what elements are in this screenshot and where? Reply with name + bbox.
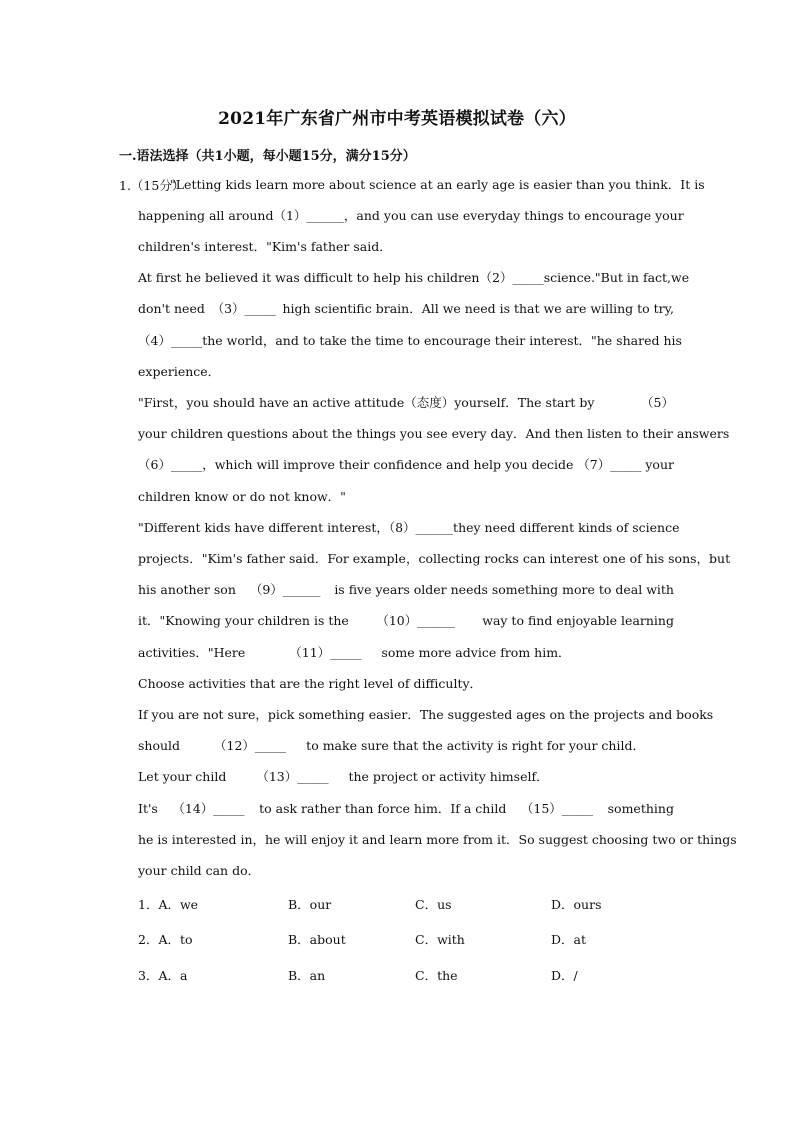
passage-line: should （12）_____ to make sure that the activity is right for your child．	[138, 738, 645, 753]
passage-line: Let your child （13）_____ the project or activity himself．	[138, 769, 549, 784]
passage-line: children's interest．"Kim's father said．	[138, 239, 392, 254]
passage-line: experience．	[138, 364, 221, 379]
page-title: 2021年广东省广州市中考英语模拟试卷（六）	[218, 109, 576, 129]
passage-line: his another son （9）______ is five years older needs something more to deal with	[138, 582, 674, 597]
passage-line: happening all around （1）______，and you can use everyday things to encourage your	[138, 208, 684, 223]
passage-line: If you are not sure，pick something easier．The suggested ages on the projects and books	[138, 707, 714, 722]
passage-line: "First，you should have an active attitude（态度）yourself．The start by （5）	[138, 395, 674, 410]
passage-line: your children questions about the things you see every day．And then listen to their answers	[138, 426, 730, 441]
passage-line: "Different kids have different interest，（8）______ they need different kinds of science	[138, 520, 680, 535]
option-row: 2．A．to B．about C．with D．at	[138, 932, 586, 947]
option-row: 1．A．we B．our C．us D．ours	[138, 897, 602, 912]
passage-line: It's （14）_____ to ask rather than force him．If a child （15）_____ something	[138, 801, 674, 816]
passage-line: it．"Knowing your children is the （10）______ way to find enjoyable learning	[138, 613, 674, 628]
passage-line: （4）_____ the world，and to take the time to encourage their interest．"he shared his	[138, 333, 682, 348]
passage-line: don't need （3）_____ high scientific brain．All we need is that we are willing to try,	[138, 301, 674, 316]
passage-line: At first he believed it was difficult to help his children （2）_____ science."But in fact,we	[138, 270, 690, 285]
passage-line: "Letting kids learn more about science at an early age is easier than you think．It is	[170, 177, 705, 192]
passage-line: Choose activities that are the right level of difficulty．	[138, 676, 483, 691]
passage-line: your child can do．	[138, 863, 261, 878]
passage-line: children know or do not know．"	[138, 489, 346, 504]
passage-line: he is interested in，he will enjoy it and learn more from it．So suggest choosing two or things	[138, 832, 737, 847]
section-heading: 一.语法选择（共1小题，每小题15分，满分15分）	[119, 149, 416, 164]
passage-line: activities．"Here （11）_____ some more advice from him．	[138, 645, 571, 660]
passage-line: projects．"Kim's father said．For example，collecting rocks can interest one of his sons，but	[138, 551, 731, 566]
option-row: 3．A．a B．an C．the D．/	[138, 968, 578, 983]
question-number: 1.（15分）	[119, 178, 185, 193]
passage-line: （6）_____，which will improve their confidence and help you decide （7）_____ your	[138, 457, 674, 472]
